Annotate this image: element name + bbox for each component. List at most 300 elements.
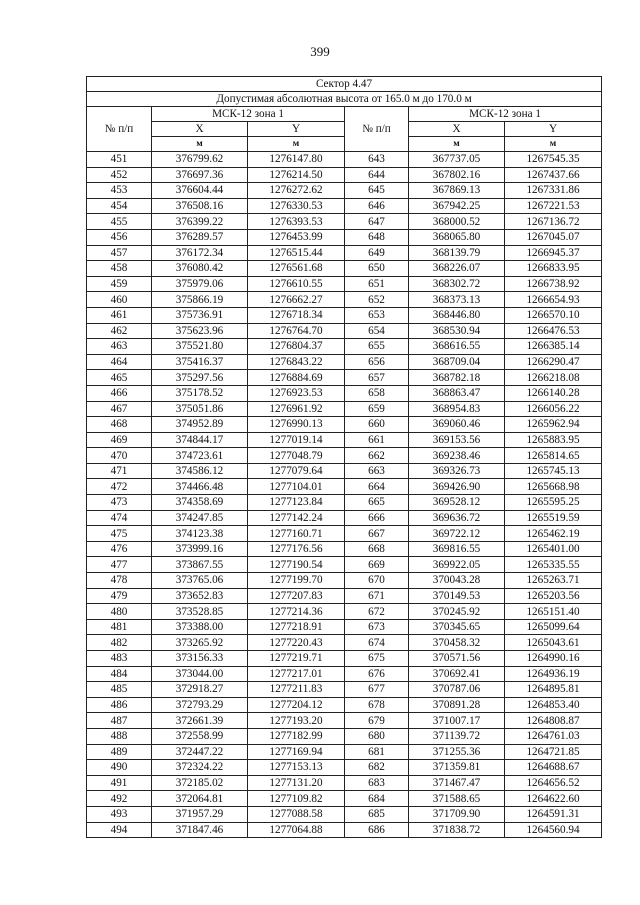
x-coordinate-cell: 374844.17 <box>152 432 248 448</box>
row-number-cell: 668 <box>345 541 409 557</box>
row-number-cell: 466 <box>87 385 152 401</box>
row-number-cell: 681 <box>345 744 409 760</box>
x-coordinate-cell: 373528.85 <box>152 604 248 620</box>
x-coordinate-cell: 369922.05 <box>409 557 505 573</box>
table-row <box>87 339 602 355</box>
y-coordinate-cell: 1265043.61 <box>505 635 602 651</box>
y-coordinate-cell: 1277207.83 <box>248 588 345 604</box>
row-number-cell: 680 <box>345 728 409 744</box>
x-coordinate-cell: 370149.53 <box>409 588 505 604</box>
x-coordinate-cell: 370692.41 <box>409 666 505 682</box>
y-coordinate-cell: 1266833.95 <box>505 261 602 277</box>
y-coordinate-cell: 1265335.55 <box>505 557 602 573</box>
x-coordinate-cell: 373652.83 <box>152 588 248 604</box>
y-coordinate-cell: 1266738.92 <box>505 276 602 292</box>
y-coordinate-cell: 1276843.22 <box>248 354 345 370</box>
y-coordinate-cell: 1277079.64 <box>248 463 345 479</box>
row-number-cell: 651 <box>345 276 409 292</box>
y-coordinate-cell: 1277160.71 <box>248 526 345 542</box>
table-row <box>87 323 602 339</box>
row-number-cell: 457 <box>87 245 152 261</box>
table-row <box>87 728 602 744</box>
x-coordinate-cell: 369153.56 <box>409 432 505 448</box>
y-coordinate-cell: 1277019.14 <box>248 432 345 448</box>
x-coordinate-cell: 367942.25 <box>409 198 505 214</box>
y-coordinate-cell: 1277211.83 <box>248 682 345 698</box>
y-coordinate-cell: 1264622.60 <box>505 791 602 807</box>
y-coordinate-cell: 1276272.62 <box>248 183 345 199</box>
y-coordinate-cell: 1277199.70 <box>248 573 345 589</box>
row-number-cell: 669 <box>345 557 409 573</box>
row-number-cell: 667 <box>345 526 409 542</box>
x-coordinate-cell: 374466.48 <box>152 479 248 495</box>
row-number-cell: 455 <box>87 214 152 230</box>
row-number-cell: 643 <box>345 152 409 168</box>
x-coordinate-cell: 367802.16 <box>409 167 505 183</box>
row-number-cell: 454 <box>87 198 152 214</box>
y-coordinate-cell: 1267331.86 <box>505 183 602 199</box>
table-row <box>87 713 602 729</box>
y-coordinate-cell: 1265099.64 <box>505 619 602 635</box>
x-coordinate-cell: 371467.47 <box>409 775 505 791</box>
y-coordinate-cell: 1277123.84 <box>248 495 345 511</box>
y-coordinate-cell: 1264688.67 <box>505 760 602 776</box>
y-coordinate-cell: 1266570.10 <box>505 307 602 323</box>
y-coordinate-cell: 1265745.13 <box>505 463 602 479</box>
table-row <box>87 479 602 495</box>
x-header-left: X <box>152 122 248 137</box>
table-row <box>87 276 602 292</box>
row-number-cell: 478 <box>87 573 152 589</box>
sector-title: Сектор 4.47 <box>87 77 602 92</box>
x-coordinate-cell: 368302.72 <box>409 276 505 292</box>
y-coordinate-cell: 1277190.54 <box>248 557 345 573</box>
row-number-cell: 488 <box>87 728 152 744</box>
coordinates-table <box>86 76 602 838</box>
y-coordinate-cell: 1276764.70 <box>248 323 345 339</box>
table-row <box>87 557 602 573</box>
row-number-cell: 492 <box>87 791 152 807</box>
row-number-cell: 453 <box>87 183 152 199</box>
x-coordinate-cell: 372064.81 <box>152 791 248 807</box>
table-row <box>87 619 602 635</box>
y-coordinate-cell: 1276718.34 <box>248 307 345 323</box>
x-coordinate-cell: 370043.28 <box>409 573 505 589</box>
y-coordinate-cell: 1265401.00 <box>505 541 602 557</box>
row-number-cell: 451 <box>87 152 152 168</box>
x-coordinate-cell: 374358.69 <box>152 495 248 511</box>
x-coordinate-cell: 373044.00 <box>152 666 248 682</box>
unit-label: м <box>409 137 505 152</box>
y-coordinate-cell: 1264808.87 <box>505 713 602 729</box>
row-number-cell: 679 <box>345 713 409 729</box>
y-coordinate-cell: 1266945.37 <box>505 245 602 261</box>
y-coordinate-cell: 1277169.94 <box>248 744 345 760</box>
table-row <box>87 495 602 511</box>
y-coordinate-cell: 1277104.01 <box>248 479 345 495</box>
y-coordinate-cell: 1265668.98 <box>505 479 602 495</box>
row-number-cell: 486 <box>87 697 152 713</box>
row-number-cell: 473 <box>87 495 152 511</box>
x-coordinate-cell: 375623.96 <box>152 323 248 339</box>
y-coordinate-cell: 1267545.35 <box>505 152 602 168</box>
x-coordinate-cell: 376172.34 <box>152 245 248 261</box>
row-number-cell: 485 <box>87 682 152 698</box>
row-number-cell: 493 <box>87 806 152 822</box>
x-coordinate-cell: 376080.42 <box>152 261 248 277</box>
x-coordinate-cell: 376604.44 <box>152 183 248 199</box>
table-row <box>87 604 602 620</box>
row-number-cell: 662 <box>345 448 409 464</box>
x-coordinate-cell: 375178.52 <box>152 385 248 401</box>
x-coordinate-cell: 370787.06 <box>409 682 505 698</box>
x-coordinate-cell: 375051.86 <box>152 401 248 417</box>
row-number-cell: 476 <box>87 541 152 557</box>
row-number-cell: 484 <box>87 666 152 682</box>
x-coordinate-cell: 372558.99 <box>152 728 248 744</box>
x-coordinate-cell: 367737.05 <box>409 152 505 168</box>
x-coordinate-cell: 371588.65 <box>409 791 505 807</box>
table-row <box>87 385 602 401</box>
table-row <box>87 573 602 589</box>
x-coordinate-cell: 371359.81 <box>409 760 505 776</box>
row-number-cell: 469 <box>87 432 152 448</box>
row-number-cell: 675 <box>345 651 409 667</box>
x-coordinate-cell: 368616.55 <box>409 339 505 355</box>
x-coordinate-cell: 374247.85 <box>152 510 248 526</box>
y-coordinate-cell: 1265519.59 <box>505 510 602 526</box>
table-row <box>87 354 602 370</box>
x-coordinate-cell: 368373.13 <box>409 292 505 308</box>
y-coordinate-cell: 1264936.19 <box>505 666 602 682</box>
x-coordinate-cell: 372793.29 <box>152 697 248 713</box>
x-coordinate-cell: 368446.80 <box>409 307 505 323</box>
x-coordinate-cell: 371957.29 <box>152 806 248 822</box>
table-row <box>87 760 602 776</box>
row-number-cell: 458 <box>87 261 152 277</box>
x-coordinate-cell: 372447.22 <box>152 744 248 760</box>
row-number-cell: 656 <box>345 354 409 370</box>
row-number-cell: 659 <box>345 401 409 417</box>
table-row <box>87 370 602 386</box>
x-coordinate-cell: 369636.72 <box>409 510 505 526</box>
y-coordinate-cell: 1265462.19 <box>505 526 602 542</box>
row-number-header-left: № п/п <box>87 107 152 152</box>
table-row <box>87 775 602 791</box>
row-number-cell: 463 <box>87 339 152 355</box>
y-coordinate-cell: 1277220.43 <box>248 635 345 651</box>
x-coordinate-cell: 372324.22 <box>152 760 248 776</box>
row-number-cell: 655 <box>345 339 409 355</box>
x-coordinate-cell: 368065.80 <box>409 229 505 245</box>
page-number: 399 <box>310 44 330 59</box>
row-number-cell: 471 <box>87 463 152 479</box>
table-header <box>87 77 602 152</box>
row-number-cell: 480 <box>87 604 152 620</box>
x-coordinate-cell: 376289.57 <box>152 229 248 245</box>
y-coordinate-cell: 1277214.36 <box>248 604 345 620</box>
table-row <box>87 245 602 261</box>
table-row <box>87 697 602 713</box>
x-coordinate-cell: 373867.55 <box>152 557 248 573</box>
table-row <box>87 152 602 168</box>
row-number-cell: 683 <box>345 775 409 791</box>
row-number-cell: 674 <box>345 635 409 651</box>
x-coordinate-cell: 373156.33 <box>152 651 248 667</box>
table-row <box>87 432 602 448</box>
x-coordinate-cell: 372918.27 <box>152 682 248 698</box>
y-coordinate-cell: 1276990.13 <box>248 417 345 433</box>
y-coordinate-cell: 1266385.14 <box>505 339 602 355</box>
table-row <box>87 541 602 557</box>
y-coordinate-cell: 1277193.20 <box>248 713 345 729</box>
x-coordinate-cell: 376399.22 <box>152 214 248 230</box>
unit-label: м <box>152 137 248 152</box>
y-coordinate-cell: 1265595.25 <box>505 495 602 511</box>
x-coordinate-cell: 371139.72 <box>409 728 505 744</box>
table-row <box>87 651 602 667</box>
table-body <box>87 152 602 838</box>
row-number-cell: 490 <box>87 760 152 776</box>
y-coordinate-cell: 1276610.55 <box>248 276 345 292</box>
x-coordinate-cell: 375866.19 <box>152 292 248 308</box>
row-number-cell: 663 <box>345 463 409 479</box>
table-row <box>87 214 602 230</box>
x-coordinate-cell: 368863.47 <box>409 385 505 401</box>
x-coordinate-cell: 368226.07 <box>409 261 505 277</box>
y-coordinate-cell: 1266654.93 <box>505 292 602 308</box>
table-row <box>87 417 602 433</box>
y-coordinate-cell: 1277182.99 <box>248 728 345 744</box>
x-coordinate-cell: 374952.89 <box>152 417 248 433</box>
x-coordinate-cell: 367869.13 <box>409 183 505 199</box>
x-coordinate-cell: 375297.56 <box>152 370 248 386</box>
row-number-cell: 653 <box>345 307 409 323</box>
height-range-subtitle: Допустимая абсолютная высота от 165.0 м до 170.0 м <box>87 92 602 107</box>
row-number-cell: 686 <box>345 822 409 838</box>
y-coordinate-cell: 1276923.53 <box>248 385 345 401</box>
row-number-cell: 676 <box>345 666 409 682</box>
x-coordinate-cell: 369326.73 <box>409 463 505 479</box>
y-coordinate-cell: 1266290.47 <box>505 354 602 370</box>
y-coordinate-cell: 1276147.80 <box>248 152 345 168</box>
x-coordinate-cell: 369816.55 <box>409 541 505 557</box>
row-number-cell: 494 <box>87 822 152 838</box>
row-number-cell: 646 <box>345 198 409 214</box>
row-number-cell: 647 <box>345 214 409 230</box>
x-coordinate-cell: 371847.46 <box>152 822 248 838</box>
y-coordinate-cell: 1264990.16 <box>505 651 602 667</box>
row-number-cell: 468 <box>87 417 152 433</box>
y-coordinate-cell: 1276884.69 <box>248 370 345 386</box>
y-coordinate-cell: 1266140.28 <box>505 385 602 401</box>
y-coordinate-cell: 1267136.72 <box>505 214 602 230</box>
x-coordinate-cell: 370458.32 <box>409 635 505 651</box>
row-number-cell: 482 <box>87 635 152 651</box>
y-header-left: Y <box>248 122 345 137</box>
x-coordinate-cell: 369426.90 <box>409 479 505 495</box>
zone-header-right: МСК-12 зона 1 <box>409 107 602 122</box>
y-coordinate-cell: 1276453.99 <box>248 229 345 245</box>
row-number-cell: 657 <box>345 370 409 386</box>
y-coordinate-cell: 1277142.24 <box>248 510 345 526</box>
y-coordinate-cell: 1277218.91 <box>248 619 345 635</box>
y-coordinate-cell: 1277204.12 <box>248 697 345 713</box>
x-coordinate-cell: 373388.00 <box>152 619 248 635</box>
x-coordinate-cell: 370345.65 <box>409 619 505 635</box>
y-coordinate-cell: 1264656.52 <box>505 775 602 791</box>
x-coordinate-cell: 369722.12 <box>409 526 505 542</box>
y-coordinate-cell: 1264591.31 <box>505 806 602 822</box>
row-number-cell: 648 <box>345 229 409 245</box>
y-coordinate-cell: 1264761.03 <box>505 728 602 744</box>
x-coordinate-cell: 368530.94 <box>409 323 505 339</box>
x-coordinate-cell: 368782.18 <box>409 370 505 386</box>
table-row <box>87 229 602 245</box>
table-row <box>87 822 602 838</box>
row-number-cell: 464 <box>87 354 152 370</box>
x-coordinate-cell: 369060.46 <box>409 417 505 433</box>
row-number-cell: 654 <box>345 323 409 339</box>
table-row <box>87 510 602 526</box>
y-coordinate-cell: 1264853.40 <box>505 697 602 713</box>
row-number-header-right: № п/п <box>345 107 409 152</box>
y-coordinate-cell: 1266218.08 <box>505 370 602 386</box>
x-coordinate-cell: 370245.92 <box>409 604 505 620</box>
x-coordinate-cell: 373265.92 <box>152 635 248 651</box>
x-coordinate-cell: 375736.91 <box>152 307 248 323</box>
table-row <box>87 198 602 214</box>
row-number-cell: 456 <box>87 229 152 245</box>
y-coordinate-cell: 1265814.65 <box>505 448 602 464</box>
unit-label: м <box>505 137 602 152</box>
x-coordinate-cell: 372661.39 <box>152 713 248 729</box>
table-row <box>87 401 602 417</box>
y-coordinate-cell: 1277048.79 <box>248 448 345 464</box>
y-coordinate-cell: 1277153.13 <box>248 760 345 776</box>
row-number-cell: 462 <box>87 323 152 339</box>
table-row <box>87 448 602 464</box>
y-coordinate-cell: 1276515.44 <box>248 245 345 261</box>
row-number-cell: 666 <box>345 510 409 526</box>
y-coordinate-cell: 1265883.95 <box>505 432 602 448</box>
x-coordinate-cell: 369528.12 <box>409 495 505 511</box>
row-number-cell: 661 <box>345 432 409 448</box>
row-number-cell: 685 <box>345 806 409 822</box>
x-coordinate-cell: 376697.36 <box>152 167 248 183</box>
row-number-cell: 672 <box>345 604 409 620</box>
y-coordinate-cell: 1277219.71 <box>248 651 345 667</box>
y-coordinate-cell: 1265962.94 <box>505 417 602 433</box>
table-row <box>87 261 602 277</box>
x-coordinate-cell: 373765.06 <box>152 573 248 589</box>
row-number-cell: 664 <box>345 479 409 495</box>
zone-header-left: МСК-12 зона 1 <box>152 107 345 122</box>
row-number-cell: 670 <box>345 573 409 589</box>
x-coordinate-cell: 371838.72 <box>409 822 505 838</box>
y-coordinate-cell: 1266476.53 <box>505 323 602 339</box>
row-number-cell: 658 <box>345 385 409 401</box>
table-row <box>87 635 602 651</box>
table-row <box>87 167 602 183</box>
x-coordinate-cell: 371255.36 <box>409 744 505 760</box>
row-number-cell: 644 <box>345 167 409 183</box>
x-coordinate-cell: 375979.06 <box>152 276 248 292</box>
table-row <box>87 744 602 760</box>
row-number-cell: 477 <box>87 557 152 573</box>
y-coordinate-cell: 1265203.56 <box>505 588 602 604</box>
table-row <box>87 463 602 479</box>
row-number-cell: 479 <box>87 588 152 604</box>
x-coordinate-cell: 368709.04 <box>409 354 505 370</box>
x-coordinate-cell: 375521.80 <box>152 339 248 355</box>
y-coordinate-cell: 1276804.37 <box>248 339 345 355</box>
x-coordinate-cell: 368954.83 <box>409 401 505 417</box>
x-header-right: X <box>409 122 505 137</box>
row-number-cell: 483 <box>87 651 152 667</box>
x-coordinate-cell: 374586.12 <box>152 463 248 479</box>
y-coordinate-cell: 1276961.92 <box>248 401 345 417</box>
y-coordinate-cell: 1276393.53 <box>248 214 345 230</box>
table-row <box>87 292 602 308</box>
x-coordinate-cell: 373999.16 <box>152 541 248 557</box>
row-number-cell: 470 <box>87 448 152 464</box>
row-number-cell: 459 <box>87 276 152 292</box>
y-coordinate-cell: 1277088.58 <box>248 806 345 822</box>
x-coordinate-cell: 376799.62 <box>152 152 248 168</box>
x-coordinate-cell: 371709.90 <box>409 806 505 822</box>
row-number-cell: 467 <box>87 401 152 417</box>
y-header-right: Y <box>505 122 602 137</box>
x-coordinate-cell: 375416.37 <box>152 354 248 370</box>
unit-label: м <box>248 137 345 152</box>
x-coordinate-cell: 374123.38 <box>152 526 248 542</box>
row-number-cell: 465 <box>87 370 152 386</box>
y-coordinate-cell: 1267045.07 <box>505 229 602 245</box>
y-coordinate-cell: 1264560.94 <box>505 822 602 838</box>
y-coordinate-cell: 1264895.81 <box>505 682 602 698</box>
x-coordinate-cell: 371007.17 <box>409 713 505 729</box>
row-number-cell: 489 <box>87 744 152 760</box>
row-number-cell: 460 <box>87 292 152 308</box>
row-number-cell: 474 <box>87 510 152 526</box>
x-coordinate-cell: 369238.46 <box>409 448 505 464</box>
x-coordinate-cell: 370571.56 <box>409 651 505 667</box>
y-coordinate-cell: 1265151.40 <box>505 604 602 620</box>
row-number-cell: 491 <box>87 775 152 791</box>
y-coordinate-cell: 1277109.82 <box>248 791 345 807</box>
row-number-cell: 452 <box>87 167 152 183</box>
row-number-cell: 461 <box>87 307 152 323</box>
table-row <box>87 666 602 682</box>
y-coordinate-cell: 1264721.85 <box>505 744 602 760</box>
table-row <box>87 588 602 604</box>
y-coordinate-cell: 1265263.71 <box>505 573 602 589</box>
y-coordinate-cell: 1277217.01 <box>248 666 345 682</box>
row-number-cell: 652 <box>345 292 409 308</box>
table-row <box>87 526 602 542</box>
x-coordinate-cell: 368139.79 <box>409 245 505 261</box>
y-coordinate-cell: 1266056.22 <box>505 401 602 417</box>
row-number-cell: 671 <box>345 588 409 604</box>
row-number-cell: 665 <box>345 495 409 511</box>
row-number-cell: 678 <box>345 697 409 713</box>
y-coordinate-cell: 1277064.88 <box>248 822 345 838</box>
table-row <box>87 682 602 698</box>
x-coordinate-cell: 368000.52 <box>409 214 505 230</box>
y-coordinate-cell: 1267221.53 <box>505 198 602 214</box>
row-number-cell: 475 <box>87 526 152 542</box>
